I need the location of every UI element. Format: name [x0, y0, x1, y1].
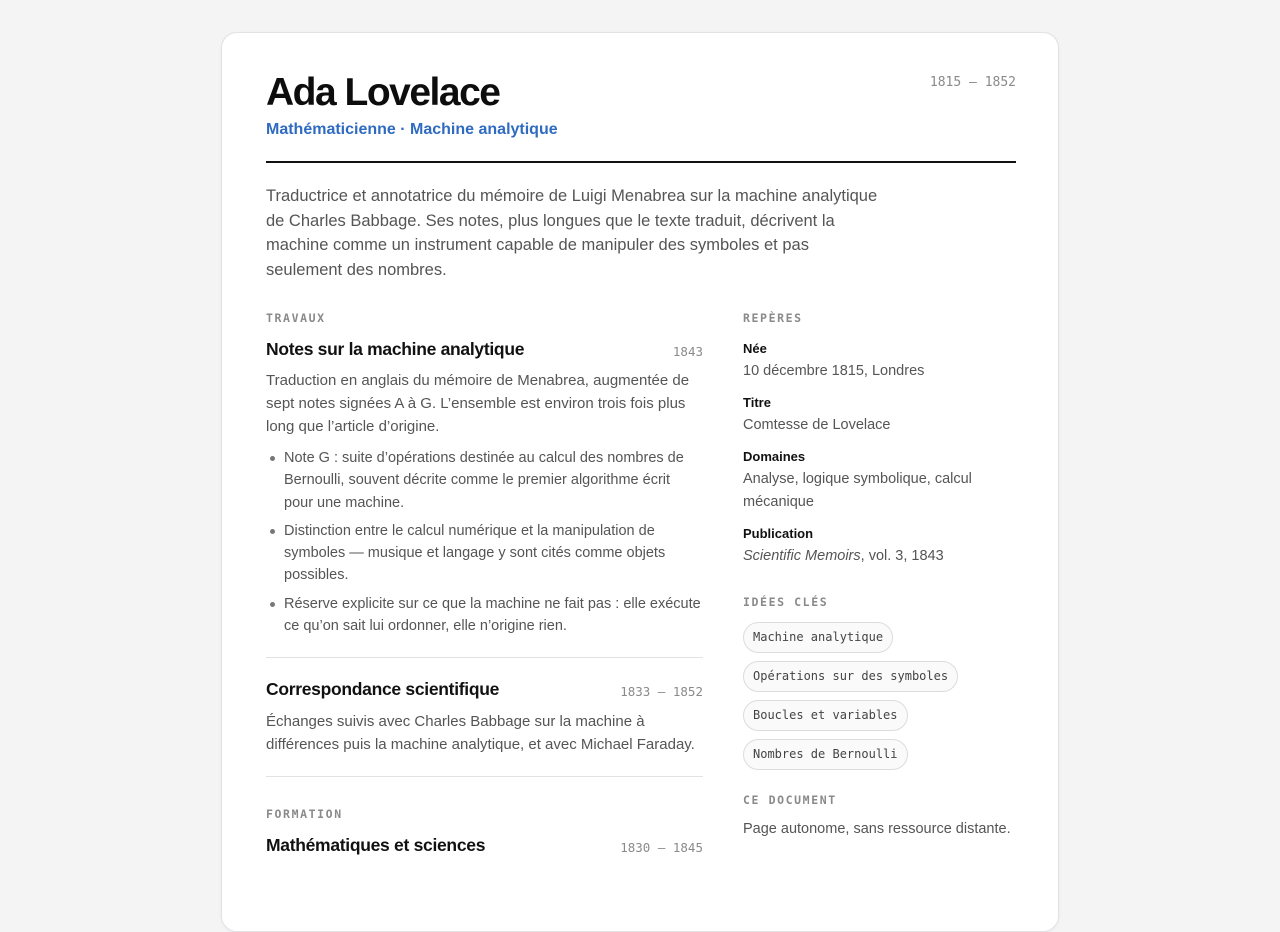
work-date: 1830 — 1845: [620, 840, 703, 856]
publication-details: , vol. 3, 1843: [860, 548, 944, 564]
tag-chip: Nombres de Bernoulli: [743, 739, 908, 770]
fact-label: Titre: [743, 395, 771, 410]
list-item: Note G : suite d’opérations destinée au calcul des nombres de Bernoulli, souvent décrite comme le premier algorithme écrit pour une machine.: [266, 447, 703, 514]
fact-label: Publication: [743, 526, 814, 541]
work-header: [266, 835, 703, 861]
work-item: [266, 339, 703, 637]
work-notes-list: [266, 447, 703, 637]
work-title: Mathématiques et sciences: [266, 835, 486, 856]
fact-value: Comtesse de Lovelace: [743, 417, 891, 433]
work-item: [266, 679, 703, 756]
list-item: Réserve explicite sur ce que la machine ne fait pas : elle exécute ce qu’on sait lui ordonner, elle n’origine rien.: [266, 593, 703, 638]
list-item: Distinction entre le calcul numérique et la manipulation de symboles — musique et langage y sont cités comme objets possibles.: [266, 520, 703, 587]
work-description: Échanges suivis avec Charles Babbage sur la machine à différences puis la machine analytique, et avec Michael Faraday.: [266, 713, 695, 754]
facts-heading: REPÈRES: [743, 311, 803, 325]
document-heading: CE DOCUMENT: [743, 793, 837, 807]
education-item: [266, 835, 703, 861]
sidebar-column: [743, 311, 1016, 837]
work-title: Correspondance scientifique: [266, 679, 500, 700]
work-header: [266, 679, 703, 705]
works-heading: TRAVAUX: [266, 311, 326, 325]
fact-label: Domaines: [743, 449, 806, 464]
document-note: Page autonome, sans ressource distante.: [743, 821, 1011, 837]
tag-chip: Opérations sur des symboles: [743, 661, 958, 692]
education-heading: FORMATION: [266, 807, 343, 822]
section-divider: [266, 776, 703, 777]
page-title: Ada Lovelace: [266, 71, 500, 114]
work-description: Traduction en anglais du mémoire de Menabrea, augmentée de sept notes signées A à G. L’ensemble est environ trois fois plus long que l’article d’origine.: [266, 372, 690, 435]
header-divider: [266, 161, 1016, 163]
tag-list: [743, 622, 1016, 770]
work-title: Notes sur la machine analytique: [266, 339, 525, 359]
fact-value: 10 décembre 1815, Londres: [743, 363, 925, 379]
section-divider: [266, 657, 703, 658]
tag-chip: Machine analytique: [743, 622, 893, 653]
ideas-heading: IDÉES CLÉS: [743, 595, 829, 609]
facts-list: [743, 341, 1016, 568]
work-header: [266, 339, 703, 365]
tag-chip: Boucles et variables: [743, 700, 908, 731]
fact-value: Analyse, logique symbolique, calcul mécanique: [743, 471, 972, 510]
fact-value: [743, 545, 1016, 568]
subtitle: Mathématicienne · Machine analytique: [266, 121, 558, 138]
fact-label: Née: [743, 341, 767, 356]
main-column: [266, 311, 703, 861]
life-dates: 1815 — 1852: [929, 75, 1016, 90]
work-date: 1843: [672, 344, 703, 359]
publication-journal: Scientific Memoirs: [743, 548, 861, 564]
work-date: 1833 — 1852: [620, 684, 703, 700]
intro-paragraph: Traductrice et annotatrice du mémoire de Luigi Menabrea sur la machine analytique de Charles Babbage. Ses notes, plus longues que le texte traduit, décrivent la machine comme un instrument capable de manipuler des symboles et pas seulement des nombres.: [266, 187, 878, 279]
profile-card: [221, 32, 1059, 932]
